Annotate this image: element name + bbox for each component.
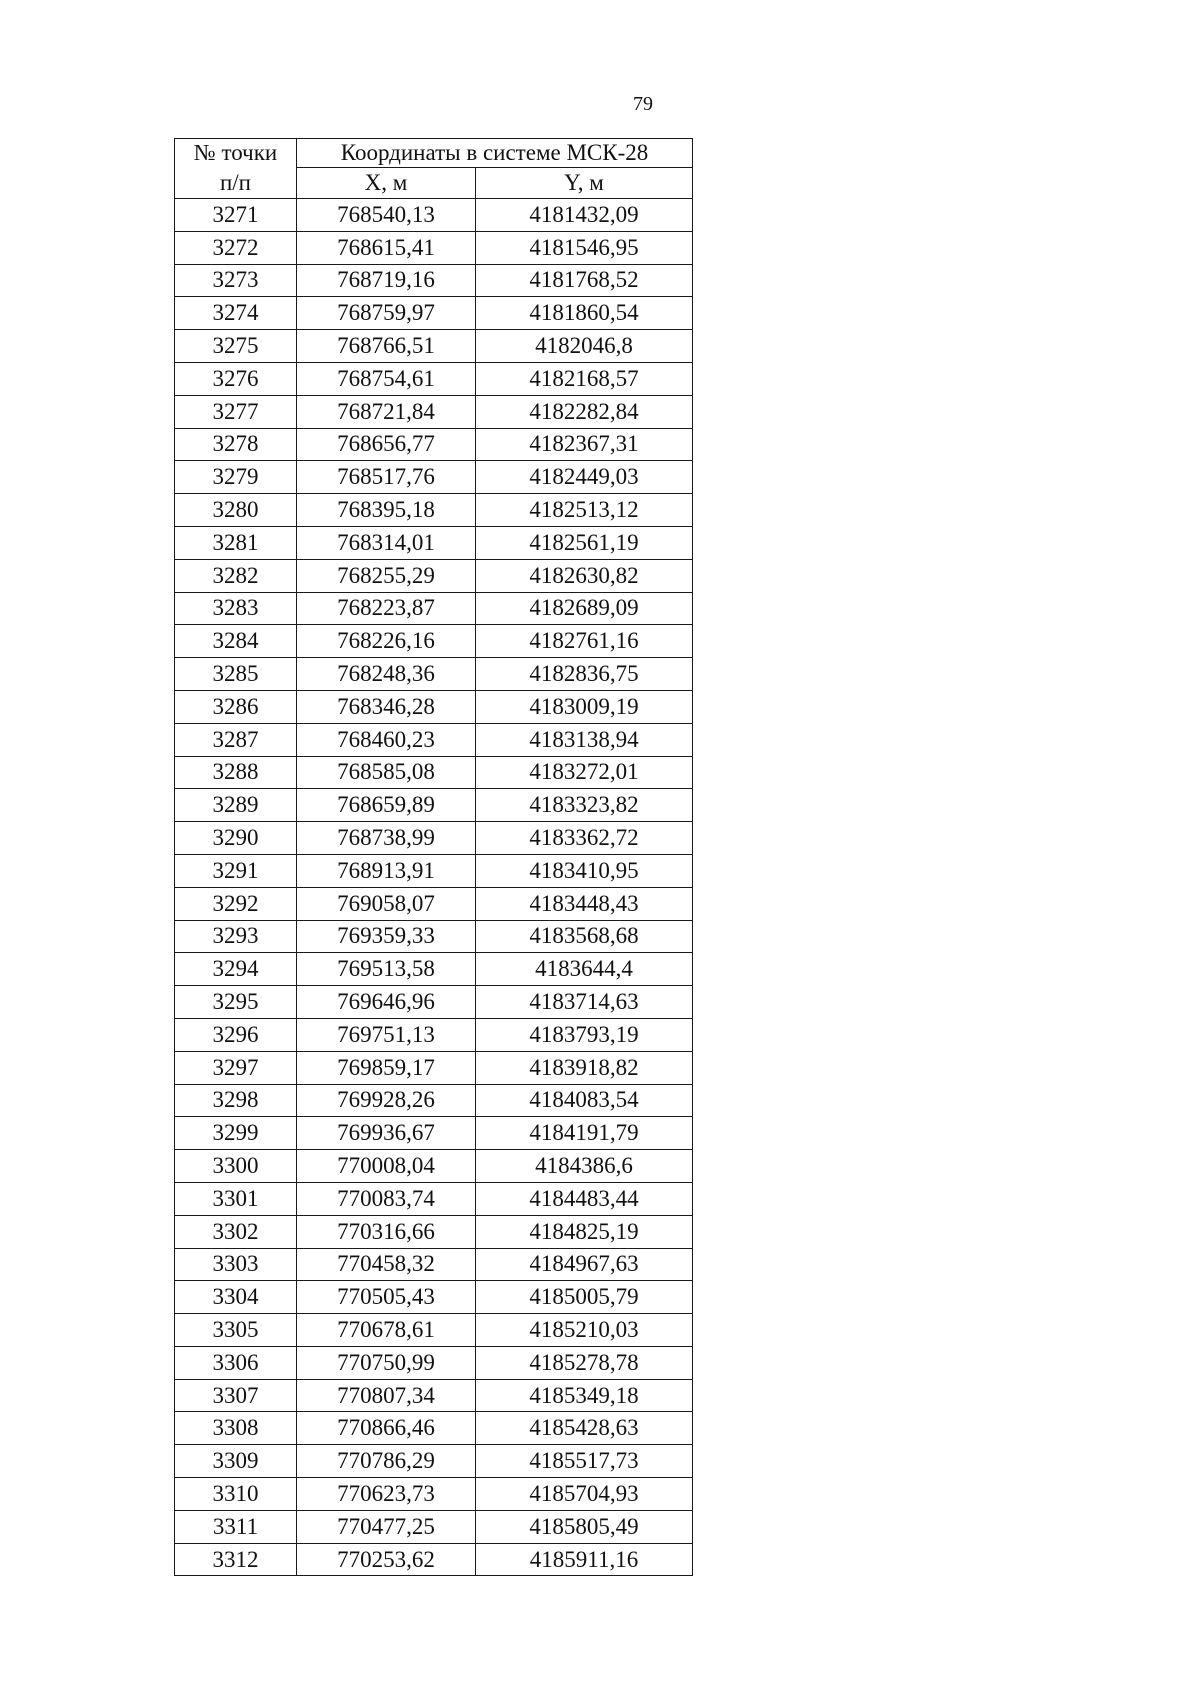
y-coordinate-cell: 4182561,19 xyxy=(476,526,693,559)
point-number-cell: 3302 xyxy=(175,1215,297,1248)
y-coordinate-cell: 4183448,43 xyxy=(476,887,693,920)
table-row xyxy=(175,1379,693,1412)
point-number-header xyxy=(175,139,297,168)
y-coordinate-cell: 4181546,95 xyxy=(476,231,693,264)
y-coordinate-cell: 4182689,09 xyxy=(476,592,693,625)
table-row xyxy=(175,887,693,920)
point-number-cell: 3283 xyxy=(175,592,297,625)
point-number-cell: 3307 xyxy=(175,1379,297,1412)
x-coordinate-cell: 768223,87 xyxy=(297,592,476,625)
table-row xyxy=(175,559,693,592)
table-row xyxy=(175,330,693,363)
coord-system-header: Координаты в системе МСК-28 xyxy=(297,139,693,168)
point-number-cell: 3271 xyxy=(175,199,297,232)
x-coordinate-cell: 768913,91 xyxy=(297,854,476,887)
point-number-cell: 3306 xyxy=(175,1346,297,1379)
y-coordinate-cell: 4185428,63 xyxy=(476,1412,693,1445)
y-coordinate-cell: 4183644,4 xyxy=(476,953,693,986)
page-number: 79 xyxy=(633,93,653,115)
y-coordinate-cell: 4184483,44 xyxy=(476,1182,693,1215)
point-number-cell: 3296 xyxy=(175,1018,297,1051)
table-row xyxy=(175,1150,693,1183)
x-coordinate-cell: 770477,25 xyxy=(297,1510,476,1543)
table-row xyxy=(175,395,693,428)
x-coordinate-cell: 770083,74 xyxy=(297,1182,476,1215)
y-coordinate-cell: 4183714,63 xyxy=(476,986,693,1019)
y-coordinate-cell: 4185805,49 xyxy=(476,1510,693,1543)
table-row xyxy=(175,920,693,953)
point-number-cell: 3304 xyxy=(175,1281,297,1314)
table-row xyxy=(175,1084,693,1117)
x-coordinate-cell: 769058,07 xyxy=(297,887,476,920)
table-row xyxy=(175,953,693,986)
point-number-cell: 3293 xyxy=(175,920,297,953)
point-number-cell: 3312 xyxy=(175,1543,297,1576)
table-row xyxy=(175,526,693,559)
y-coordinate-cell: 4185911,16 xyxy=(476,1543,693,1576)
point-number-cell: 3274 xyxy=(175,297,297,330)
point-number-cell: 3311 xyxy=(175,1510,297,1543)
x-coordinate-cell: 768766,51 xyxy=(297,330,476,363)
x-coordinate-cell: 770750,99 xyxy=(297,1346,476,1379)
y-coordinate-cell: 4183362,72 xyxy=(476,822,693,855)
point-number-cell: 3282 xyxy=(175,559,297,592)
x-coordinate-cell: 768615,41 xyxy=(297,231,476,264)
y-coordinate-cell: 4181432,09 xyxy=(476,199,693,232)
table-row xyxy=(175,822,693,855)
table-row xyxy=(175,1478,693,1511)
table-row xyxy=(175,428,693,461)
x-coordinate-cell: 770008,04 xyxy=(297,1150,476,1183)
y-coordinate-cell: 4183918,82 xyxy=(476,1051,693,1084)
y-coordinate-cell: 4185210,03 xyxy=(476,1314,693,1347)
point-number-cell: 3276 xyxy=(175,362,297,395)
x-coordinate-cell: 769751,13 xyxy=(297,1018,476,1051)
point-number-cell: 3277 xyxy=(175,395,297,428)
table-row xyxy=(175,789,693,822)
y-coordinate-cell: 4185278,78 xyxy=(476,1346,693,1379)
x-coordinate-cell: 770505,43 xyxy=(297,1281,476,1314)
point-number-cell: 3308 xyxy=(175,1412,297,1445)
x-coordinate-cell: 768346,28 xyxy=(297,690,476,723)
table-row xyxy=(175,297,693,330)
y-coordinate-cell: 4182761,16 xyxy=(476,625,693,658)
y-coordinate-cell: 4184083,54 xyxy=(476,1084,693,1117)
y-coordinate-cell: 4183323,82 xyxy=(476,789,693,822)
point-number-cell: 3284 xyxy=(175,625,297,658)
point-number-cell: 3303 xyxy=(175,1248,297,1281)
x-coordinate-cell: 768719,16 xyxy=(297,264,476,297)
y-coordinate-cell: 4182046,8 xyxy=(476,330,693,363)
point-number-cell: 3289 xyxy=(175,789,297,822)
point-number-cell: 3294 xyxy=(175,953,297,986)
x-coordinate-cell: 770866,46 xyxy=(297,1412,476,1445)
y-coordinate-cell: 4184967,63 xyxy=(476,1248,693,1281)
table-row xyxy=(175,625,693,658)
x-coordinate-cell: 768395,18 xyxy=(297,494,476,527)
table-row xyxy=(175,986,693,1019)
point-number-cell: 3300 xyxy=(175,1150,297,1183)
table-row xyxy=(175,723,693,756)
x-coordinate-cell: 768255,29 xyxy=(297,559,476,592)
y-coordinate-cell: 4183272,01 xyxy=(476,756,693,789)
table-row xyxy=(175,461,693,494)
x-coordinate-cell: 768517,76 xyxy=(297,461,476,494)
x-coordinate-cell: 768659,89 xyxy=(297,789,476,822)
x-coordinate-cell: 769859,17 xyxy=(297,1051,476,1084)
table-row xyxy=(175,264,693,297)
x-coordinate-cell: 768585,08 xyxy=(297,756,476,789)
point-number-cell: 3279 xyxy=(175,461,297,494)
x-coordinate-cell: 768721,84 xyxy=(297,395,476,428)
y-coordinate-cell: 4185517,73 xyxy=(476,1445,693,1478)
x-coordinate-cell: 770807,34 xyxy=(297,1379,476,1412)
table-row xyxy=(175,1510,693,1543)
y-coordinate-cell: 4182449,03 xyxy=(476,461,693,494)
point-number-cell: 3291 xyxy=(175,854,297,887)
table-row xyxy=(175,1281,693,1314)
x-coordinate-cell: 768248,36 xyxy=(297,658,476,691)
y-coordinate-cell: 4185349,18 xyxy=(476,1379,693,1412)
point-number-cell: 3281 xyxy=(175,526,297,559)
point-number-cell: 3287 xyxy=(175,723,297,756)
point-number-cell: 3299 xyxy=(175,1117,297,1150)
y-coordinate-cell: 4183793,19 xyxy=(476,1018,693,1051)
point-number-cell: 3280 xyxy=(175,494,297,527)
x-coordinate-cell: 768314,01 xyxy=(297,526,476,559)
table-row xyxy=(175,494,693,527)
point-number-cell: 3285 xyxy=(175,658,297,691)
table-row xyxy=(175,1215,693,1248)
y-coordinate-cell: 4182168,57 xyxy=(476,362,693,395)
x-coordinate-cell: 769646,96 xyxy=(297,986,476,1019)
x-coordinate-cell: 768226,16 xyxy=(297,625,476,658)
point-number-header-line2: п/п xyxy=(175,168,297,199)
x-coordinate-cell: 769928,26 xyxy=(297,1084,476,1117)
point-number-cell: 3273 xyxy=(175,264,297,297)
point-number-cell: 3305 xyxy=(175,1314,297,1347)
table-row xyxy=(175,854,693,887)
x-coordinate-cell: 769359,33 xyxy=(297,920,476,953)
x-coordinate-cell: 768738,99 xyxy=(297,822,476,855)
x-coordinate-cell: 768759,97 xyxy=(297,297,476,330)
x-coordinate-cell: 770458,32 xyxy=(297,1248,476,1281)
table-row xyxy=(175,658,693,691)
x-coordinate-cell: 770253,62 xyxy=(297,1543,476,1576)
point-number-cell: 3295 xyxy=(175,986,297,1019)
table-row xyxy=(175,690,693,723)
x-coordinate-cell: 769513,58 xyxy=(297,953,476,986)
point-number-cell: 3301 xyxy=(175,1182,297,1215)
y-coordinate-cell: 4181860,54 xyxy=(476,297,693,330)
y-coordinate-cell: 4182513,12 xyxy=(476,494,693,527)
table-row xyxy=(175,1117,693,1150)
y-coordinate-cell: 4183568,68 xyxy=(476,920,693,953)
point-number-cell: 3288 xyxy=(175,756,297,789)
y-coordinate-cell: 4182282,84 xyxy=(476,395,693,428)
point-number-header-line1: № точки xyxy=(193,140,278,166)
table-row xyxy=(175,756,693,789)
x-coordinate-cell: 770678,61 xyxy=(297,1314,476,1347)
x-coordinate-cell: 768460,23 xyxy=(297,723,476,756)
table-row xyxy=(175,231,693,264)
y-coordinate-cell: 4184825,19 xyxy=(476,1215,693,1248)
y-coordinate-cell: 4185704,93 xyxy=(476,1478,693,1511)
y-coordinate-cell: 4184191,79 xyxy=(476,1117,693,1150)
x-column-header: X, м xyxy=(297,168,476,199)
table-row xyxy=(175,1314,693,1347)
x-coordinate-cell: 770316,66 xyxy=(297,1215,476,1248)
point-number-cell: 3278 xyxy=(175,428,297,461)
x-coordinate-cell: 768656,77 xyxy=(297,428,476,461)
point-number-cell: 3310 xyxy=(175,1478,297,1511)
table-row xyxy=(175,592,693,625)
x-coordinate-cell: 768540,13 xyxy=(297,199,476,232)
y-coordinate-cell: 4181768,52 xyxy=(476,264,693,297)
y-column-header: Y, м xyxy=(476,168,693,199)
table-row xyxy=(175,1445,693,1478)
y-coordinate-cell: 4183009,19 xyxy=(476,690,693,723)
point-number-cell: 3292 xyxy=(175,887,297,920)
y-coordinate-cell: 4182367,31 xyxy=(476,428,693,461)
y-coordinate-cell: 4184386,6 xyxy=(476,1150,693,1183)
y-coordinate-cell: 4183138,94 xyxy=(476,723,693,756)
point-number-cell: 3298 xyxy=(175,1084,297,1117)
y-coordinate-cell: 4182836,75 xyxy=(476,658,693,691)
point-number-cell: 3309 xyxy=(175,1445,297,1478)
table-row xyxy=(175,1248,693,1281)
coordinates-table-body xyxy=(175,199,693,1576)
table-row xyxy=(175,1346,693,1379)
coordinates-table xyxy=(174,138,693,1576)
point-number-cell: 3286 xyxy=(175,690,297,723)
y-coordinate-cell: 4185005,79 xyxy=(476,1281,693,1314)
x-coordinate-cell: 769936,67 xyxy=(297,1117,476,1150)
point-number-cell: 3272 xyxy=(175,231,297,264)
table-row xyxy=(175,1412,693,1445)
table-row xyxy=(175,1051,693,1084)
point-number-cell: 3297 xyxy=(175,1051,297,1084)
y-coordinate-cell: 4182630,82 xyxy=(476,559,693,592)
x-coordinate-cell: 770786,29 xyxy=(297,1445,476,1478)
table-row xyxy=(175,1543,693,1576)
point-number-cell: 3275 xyxy=(175,330,297,363)
y-coordinate-cell: 4183410,95 xyxy=(476,854,693,887)
table-row xyxy=(175,1182,693,1215)
point-number-cell: 3290 xyxy=(175,822,297,855)
table-row xyxy=(175,199,693,232)
table-row xyxy=(175,1018,693,1051)
table-row xyxy=(175,362,693,395)
x-coordinate-cell: 768754,61 xyxy=(297,362,476,395)
x-coordinate-cell: 770623,73 xyxy=(297,1478,476,1511)
